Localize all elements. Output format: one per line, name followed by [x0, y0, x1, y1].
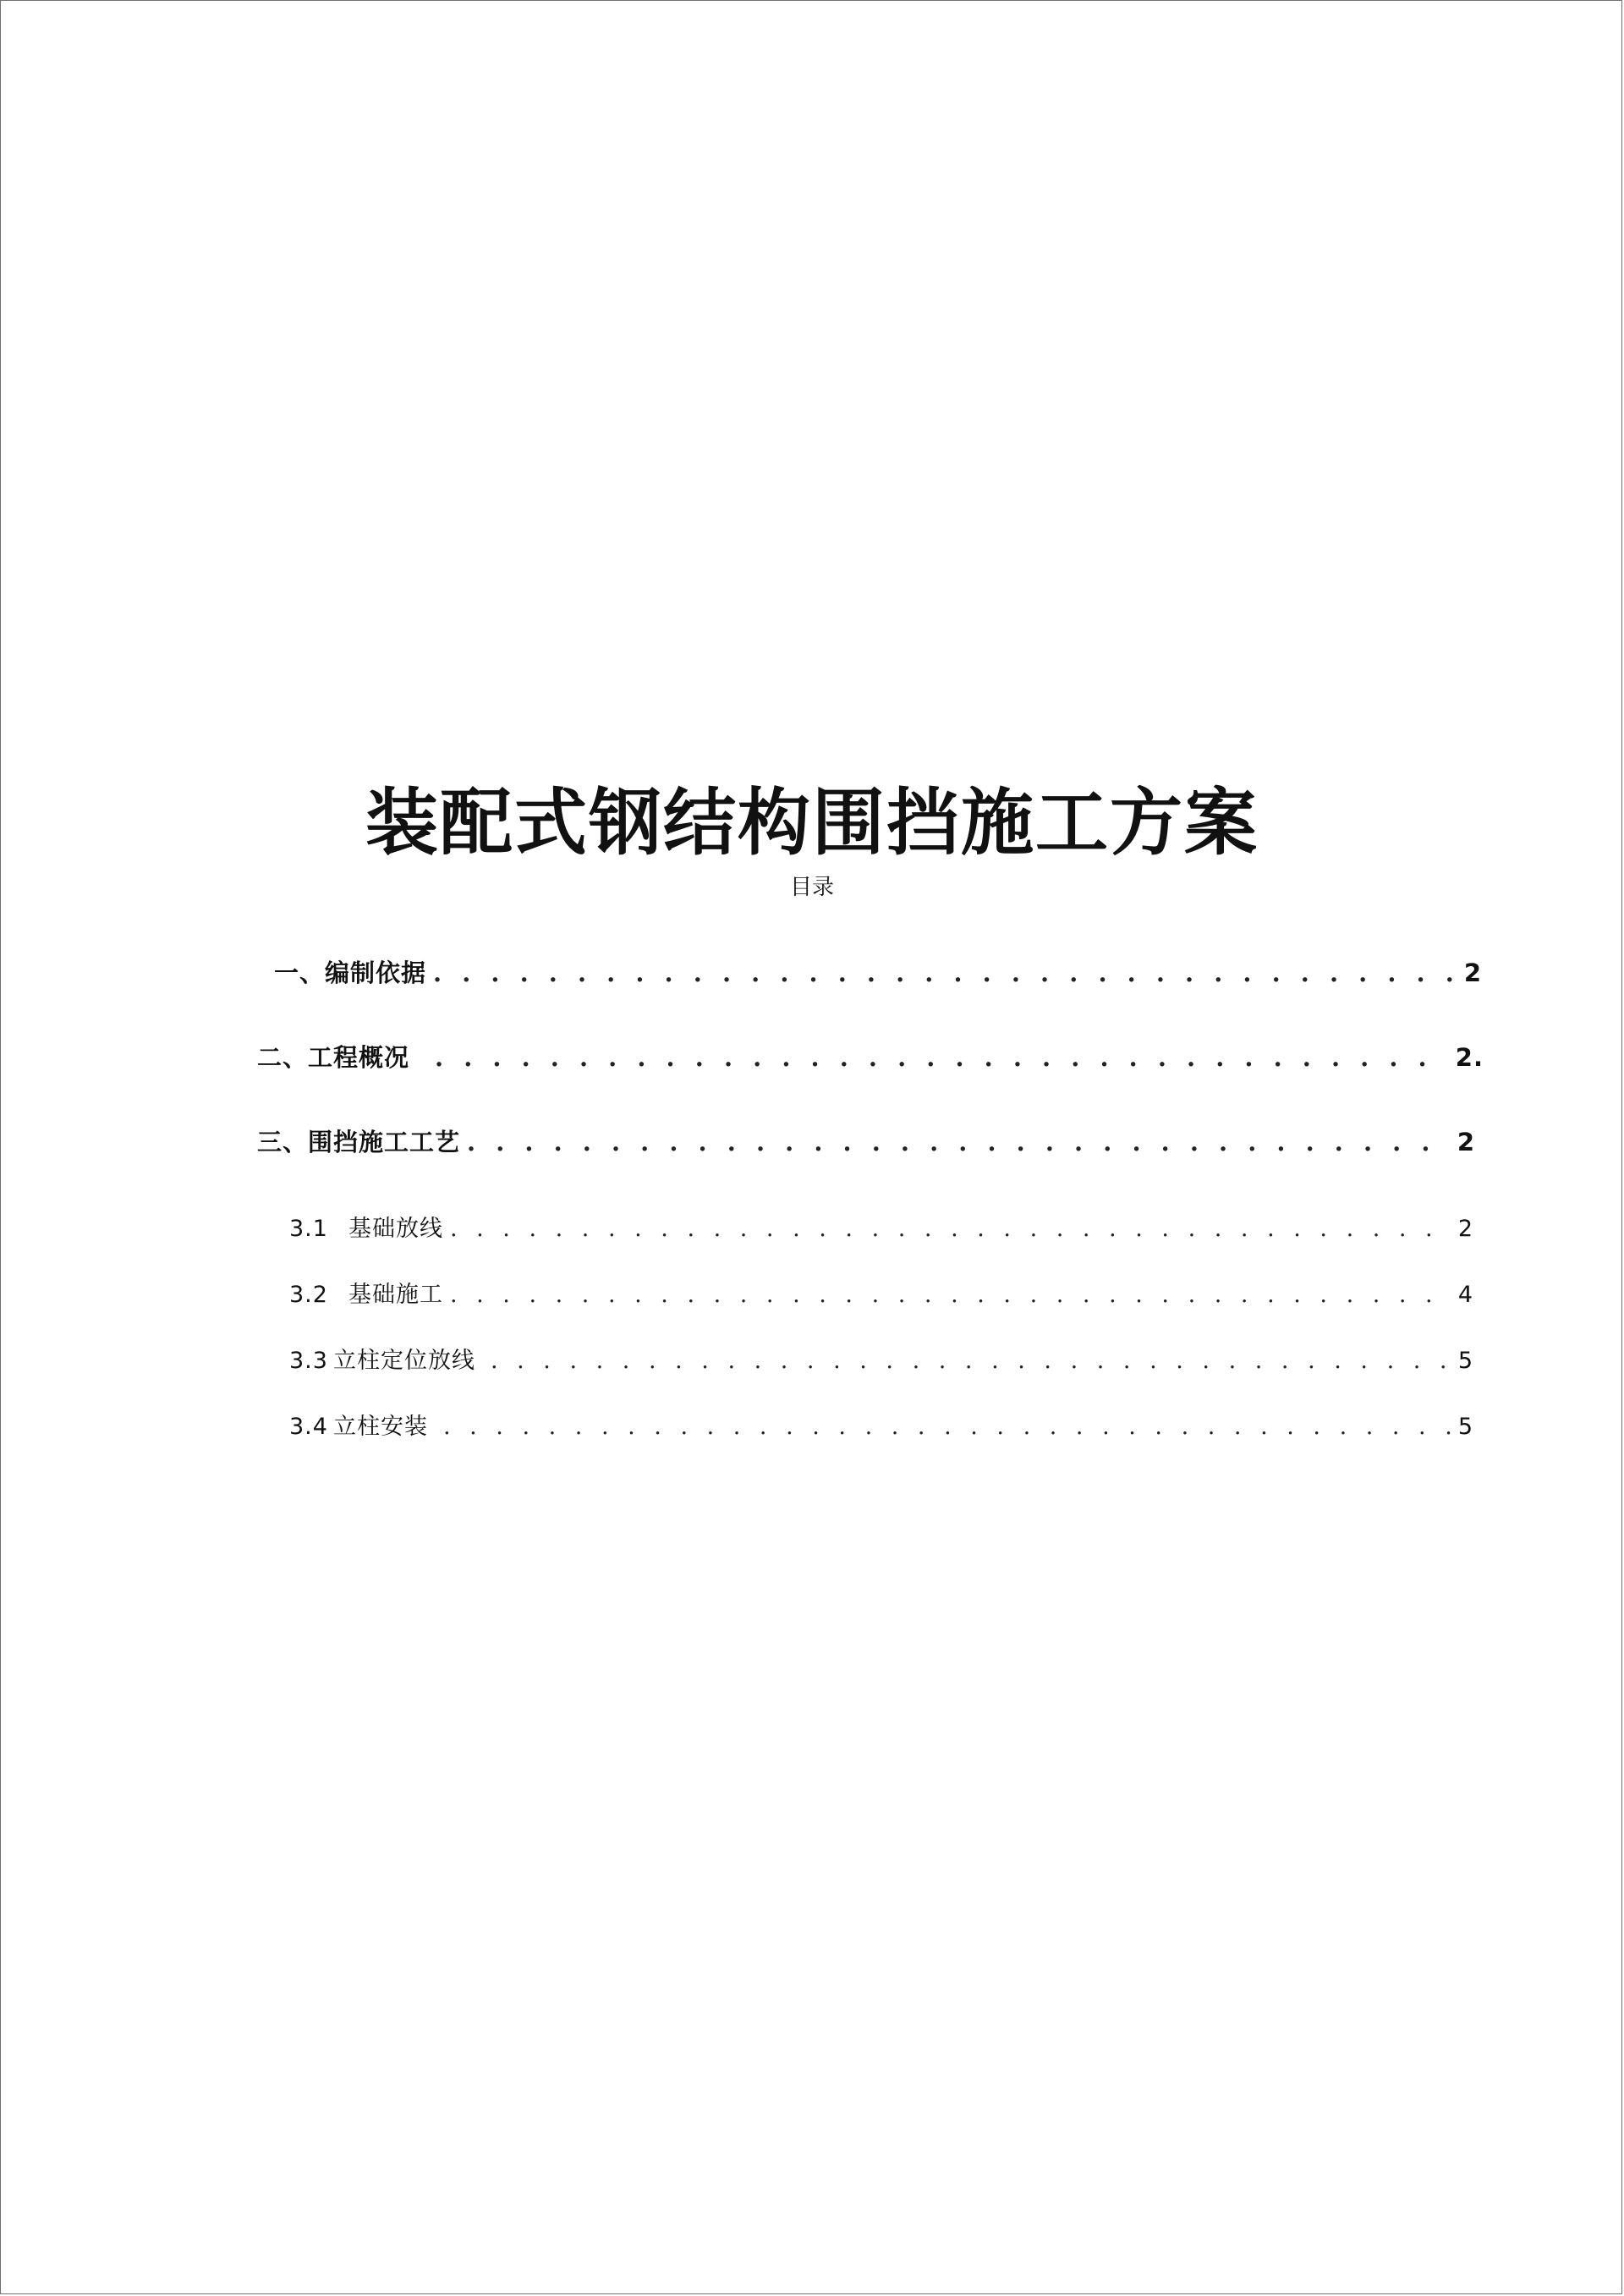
document-title: 装配式钢结构围挡施工方案 — [365, 781, 1259, 865]
toc-subentry-3-4[interactable] — [289, 1408, 1473, 1441]
toc-dot-leader — [467, 1128, 1451, 1156]
toc-entry-label: 一、编制依据 — [274, 958, 427, 987]
toc-entry-label: 三、围挡施工工艺 — [257, 1128, 461, 1156]
toc-page-number: 2 — [1457, 1216, 1473, 1242]
toc-section-number: 3.4 — [289, 1414, 328, 1440]
toc-subentry-3-2[interactable] — [289, 1276, 1473, 1309]
toc-subentry-3-3[interactable] — [289, 1342, 1473, 1375]
toc-section-number: 3.3 — [289, 1348, 328, 1374]
toc-dot-leader — [443, 1414, 1451, 1440]
toc-page-number: 4 — [1457, 1282, 1473, 1308]
toc-subentry-3-1[interactable] — [289, 1210, 1473, 1243]
toc-dot-leader — [491, 1348, 1451, 1374]
toc-dot-leader — [450, 1216, 1451, 1242]
toc-section-number: 3.1 — [289, 1216, 328, 1242]
toc-dot-leader — [435, 1043, 1449, 1072]
toc-entry-label: 基础放线 — [348, 1216, 443, 1242]
toc-entry-label: 二、工程概况 — [257, 1043, 410, 1072]
toc-page-number: 2 — [1463, 958, 1482, 987]
toc-page-number: 2. — [1455, 1043, 1484, 1072]
toc-entry-label: 立柱安装 — [332, 1414, 428, 1440]
toc-section-number: 3.2 — [289, 1282, 328, 1308]
toc-entry-label: 立柱定位放线 — [332, 1348, 475, 1374]
toc-entry-1[interactable] — [274, 954, 1482, 989]
toc-dot-leader — [450, 1282, 1451, 1308]
toc-page-number: 5 — [1457, 1414, 1473, 1440]
toc-entry-3[interactable] — [257, 1123, 1475, 1158]
toc-dot-leader — [433, 958, 1457, 987]
toc-page-number: 5 — [1457, 1348, 1473, 1374]
toc-page-number: 2 — [1457, 1128, 1475, 1156]
toc-heading: 目录 — [789, 875, 834, 900]
toc-entry-2[interactable] — [257, 1039, 1484, 1074]
toc-entry-label: 基础施工 — [348, 1282, 443, 1308]
